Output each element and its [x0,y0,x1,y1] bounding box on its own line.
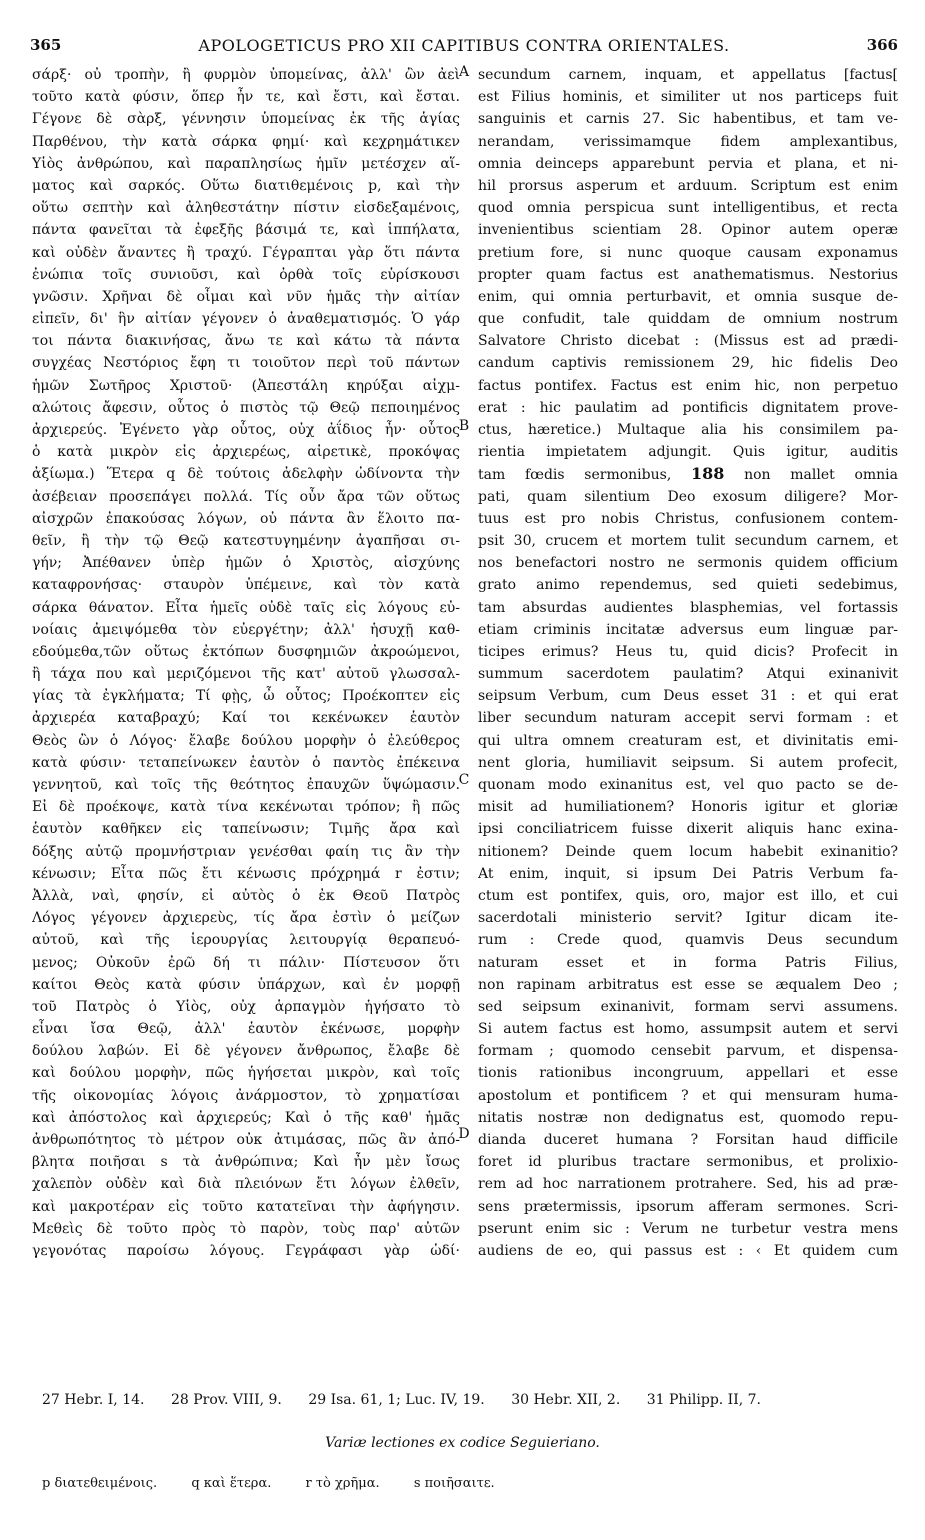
footnote: 31 Philipp. II, 7. [646,1392,761,1408]
greek-line: κατὰ φύσιν· τεταπείνωκεν ἑαυτὸν ὁ παντὸς ἐπέκεινα [32,754,460,771]
greek-line: Γέγονε δὲ σὰρξ, γέννησιν ὑπομείνας ἐκ τῆς ἁγίας [32,111,460,128]
greek-line: καίτοι Θεὸς κατὰ φύσιν ὑπάρχων, καὶ ἐν μορφῇ [32,976,460,993]
margin-marker-b: B [458,418,470,434]
greek-line: εδούμεθα,τῶν οὕτως ἐκτόπων δυσφημιῶν ἀκροώμενοι, [32,643,460,660]
latin-line: At enim, inquit, si ipsum Dei Patris Verbum fa- [478,865,898,882]
page-number-left: 365 [30,36,62,54]
latin-line: ctus, hæretice.) Multaque alia his consimilem pa- [478,422,898,438]
latin-line: hil prorsus asperum et arduum. Scriptum est enim [478,177,898,194]
variant-reading: s ποιῆσαιτε. [413,1476,495,1491]
latin-line: sacerdotali ministerio servit? Igitur dicam ite- [478,910,898,927]
greek-line: Μεθεὶς δὲ τοῦτο πρὸς τὸ παρὸν, τοὺς παρ' αὐτῶν [32,1220,460,1237]
greek-line: τοῦτο κατὰ φύσιν, ὅπερ ἦν τε, καὶ ἔστι, καὶ ἔσται. [32,89,460,106]
page-number-right: 366 [866,36,898,54]
latin-line: foret id pluribus tractare sermonibus, et prolixio- [478,1154,898,1171]
latin-line: tam fœdis sermonibus, 188 non mallet omnia [478,464,898,484]
greek-line: ἡμῶν Σωτῆρος Χριστοῦ· (Ἀπεστάλη κηρύξαι αἰχμ- [32,377,460,394]
latin-line: pati, quam silentium Deo exosum diligere? Mor- [478,488,898,505]
latin-line: nitatis nostræ non dedignatus est, quomodo repu- [478,1109,898,1126]
latin-line: rem ad hoc narrationem protrahere. Sed, his ad præ- [478,1176,898,1193]
greek-column [32,64,460,1262]
latin-line: etiam criminis incitatæ adversus eum linguæ par- [478,621,898,638]
greek-line: καὶ ἀπόστολος καὶ ἀρχιερεύς; Καὶ ὁ τῆς καθ' ἡμᾶς [32,1109,460,1126]
latin-line: ticipes erimus? Heus tu, quid dicis? Profecit in [478,643,898,660]
latin-line: liber secundum naturam accepit servi formam : et [478,710,898,727]
latin-line: audiens de eo, qui passus est : ‹ Et quidem cum [478,1242,898,1259]
greek-line: ἀνθρωπότητος τὸ μέτρον οὐκ ἀτιμάσας, πῶς ἂν ἀπό- [32,1132,460,1148]
page-header [30,36,898,60]
latin-line: psit 30, crucem et mortem tulit secundum carnem, et [478,532,898,549]
latin-line: pretium fore, si nunc quoque causam exponamus [478,244,898,261]
footnote: 30 Hebr. XII, 2. [511,1392,621,1408]
greek-line: ἢ τάχα που καὶ μεριζόμενοι τῆς κατ' αὐτοῦ γλωσσαλ- [32,666,460,683]
latin-line: candum captivis remissionem 29, hic fidelis Deo [478,355,898,372]
greek-line: ἀξίωμα.) Ἕτερα q δὲ τούτοις ἀδελφὴν ὠδίνοντα τὴν [32,466,460,483]
greek-line: εἰπεῖν, δι' ἣν αἰτίαν γέγονεν ὁ ἀναθεματισμός. Ὁ γάρ [32,311,460,328]
footnotes [42,1392,902,1408]
greek-line: αλώτοις ἄφεσιν, οὗτος ὁ πιστὸς τῷ Θεῷ πεποιημένος [32,399,460,416]
footnote: 27 Hebr. I, 14. [42,1392,145,1408]
greek-line: γεγονότας παροίσω λόγους. Γεγράφασι γὰρ ὡδί· [32,1242,460,1259]
greek-line: αἰσχρῶν ἐπακούσας λόγων, οὐ πάντα ἂν ἕλοιτο πα- [32,510,460,527]
greek-line: ἑαυτὸν καθῆκεν εἰς ταπείνωσιν; Τιμῆς ἄρα καὶ [32,821,460,838]
latin-line: sed seipsum exinanivit, formam servi assumens. [478,998,898,1015]
greek-line: κένωσιν; Εἶτα πῶς ἔτι κένωσις πρόχρημά r ἐστιν; [32,865,460,882]
greek-line: χαλεπὸν οὐδὲν καὶ διὰ πλειόνων ἔτι λόγων ἐλθεῖν, [32,1176,460,1193]
greek-line: σάρξ· οὐ τροπὴν, ἢ φυρμὸν ὑπομείνας, ἀλλ' ὢν ἀεὶ [32,67,460,83]
latin-line: naturam esset et in forma Patris Filius, [478,954,898,971]
latin-line: omnia deinceps apparebunt pervia et plana, et ni- [478,155,898,172]
latin-line: que confudit, tale quiddam de omnium nostrum [478,311,898,328]
margin-marker-d: D [458,1126,470,1142]
greek-line: συγχέας Νεστόριος ἔφη τι τοιοῦτον περὶ τοῦ πάντων [32,355,460,372]
greek-line: μενος; Οὐκοῦν ἐρῶ δή τι πάλιν· Πίστευσον ὅτι [32,954,460,971]
greek-line: Ἀλλὰ, ναὶ, φησίν, εἰ αὐτὸς ὁ ἐκ Θεοῦ Πατρὸς [32,887,460,904]
greek-line: Παρθένου, τὴν κατὰ σάρκα φημί· καὶ κεχρημάτικεν [32,133,460,150]
latin-line: erat : hic paulatim ad pontificis dignitatem prove- [478,399,898,416]
variant-reading: q καὶ ἕτερα. [191,1476,272,1491]
greek-line: βλητα ποιῆσαι s τὰ ἀνθρώπινα; Καὶ ἦν μὲν ἴσως [32,1154,460,1171]
latin-line: est Filius hominis, et similiter ut nos particeps fuit [478,89,898,106]
greek-line: αὐτοῦ, καὶ τῆς ἱερουργίας λειτουργίᾳ θεραπευό- [32,932,460,949]
latin-line: non rapinam arbitratus est esse se æqualem Deo ; [478,976,898,993]
greek-line: εἶναι ἴσα Θεῷ, ἀλλ' ἑαυτὸν ἐκένωσε, μορφὴν [32,1021,460,1038]
running-title: APOLOGETICUS PRO XII CAPITIBUS CONTRA ORIENTALES. [198,36,730,55]
greek-line: ὁ κατὰ μικρὸν εἰς ἀρχιερέως, αἱρετικὲ, προκόψας [32,444,460,461]
greek-line: οὕτω σεπτὴν καὶ ἀληθεστάτην πίστιν εἰσδεξαμένοις, [32,200,460,217]
margin-marker-a: A [458,64,470,80]
greek-line: Θεὸς ὢν ὁ Λόγος· ἔλαβε δούλου μορφὴν ὁ ἐλεύθερος [32,732,460,749]
greek-line: Εἰ δὲ προέκοψε, κατὰ τίνα κεκένωται τρόπον; ἢ πῶς [32,799,460,816]
latin-line: quod omnia perspicua sunt intelligentibus, et recta [478,200,898,217]
latin-line: enim, qui omnia perturbavit, et omnia susque de- [478,288,898,305]
latin-line: dianda duceret humana ? Forsitan haud difficile [478,1132,898,1148]
greek-line: θεῖν, ἢ τὴν τῷ Θεῷ κατεστυγημένην ἀγαπῆσαι σι- [32,532,460,549]
latin-line: nerandam, verissimamque fidem amplexantibus, [478,133,898,150]
latin-line: invenientibus scientiam 28. Opinor autem operæ [478,222,898,239]
latin-line: sens prætermissis, ipsorum afferam sermones. Scri- [478,1198,898,1215]
latin-column [478,64,898,1262]
latin-line: summum sacerdotem paulatim? Atqui exinanivit [478,666,898,683]
greek-line: καὶ δούλου μορφὴν, πῶς ἡγήσεται μικρὸν, καὶ τοῖς [32,1065,460,1082]
greek-line: ἐνώπια τοῖς συνιοῦσι, καὶ ὀρθὰ τοῖς εὑρίσκουσι [32,266,460,283]
latin-line: seipsum Verbum, cum Deus esset 31 : et qui erat [478,688,898,705]
latin-line: quonam modo exinanitus est, vel quo pacto se de- [478,777,898,793]
greek-line: καταφρονήσας· σταυρὸν ὑπέμεινε, καὶ τὸν κατὰ [32,577,460,594]
footnote: 29 Isa. 61, 1; Luc. IV, 19. [308,1392,485,1408]
greek-line: γνῶσιν. Χρῆναι δὲ οἶμαι καὶ νῦν ἡμᾶς τὴν αἰτίαν [32,288,460,305]
latin-line: pserunt enim sic : Verum ne turbetur vestra mens [478,1220,898,1237]
latin-line: nitionem? Deinde quem locum habebit exinanitio? [478,843,898,860]
greek-line: γίας τὰ ἐγκλήματα; Τί φῂς, ὦ οὗτος; Προέκοπτεν εἰς [32,688,460,705]
greek-line: πάντα φανεῖται τὰ ἐφεξῆς βάσιμά τε, καὶ ἱππήλατα, [32,222,460,239]
greek-line: νοίαις ἀμειψόμεθα τὸν εὐεργέτην; ἀλλ' ἡσυχῇ καθ- [32,621,460,638]
greek-line: καὶ μακροτέραν εἰς τοῦτο κατατεῖναι τὴν ἀφήγησιν. [32,1198,460,1215]
latin-line: rientia impietatem adjungit. Quis igitur, auditis [478,444,898,461]
variant-reading: r τὸ χρῆμα. [305,1476,380,1491]
variae-lectiones [42,1476,902,1491]
greek-line: ἀρχιερεύς. Ἐγένετο γὰρ οὗτος, οὐχ ἀΐδιος ἦν· οὗτος [32,422,460,438]
variae-lectiones-title: Variæ lectiones ex codice Seguieriano. [325,1435,600,1451]
latin-line: propter quam factus est anathematismus. Nestorius [478,266,898,283]
latin-line: rum : Crede quod, quamvis Deus secundum [478,932,898,949]
latin-line: secundum carnem, inquam, et appellatus [factus[ [478,67,898,83]
latin-line: formam ; quomodo censebit parvum, et dispensa- [478,1043,898,1060]
greek-line: δούλου λαβών. Εἰ δὲ γέγονεν ἄνθρωπος, ἔλαβε δὲ [32,1043,460,1060]
latin-line: qui ultra omnem creaturam est, et divinitatis emi- [478,732,898,749]
latin-line: tam absurdas audientes blasphemias, vel fortassis [478,599,898,616]
latin-line: apostolum et pontificem ? et qui mensuram huma- [478,1087,898,1104]
latin-line: grato animo rependemus, sed quieti sedebimus, [478,577,898,594]
margin-marker-c: C [458,772,470,788]
latin-line: nos benefactori nostro ne sermonis quidem officium [478,555,898,572]
greek-line: Υἱὸς ἀνθρώπου, καὶ παραπλησίως ἡμῖν μετέσχεν αἵ- [32,155,460,172]
latin-line: sanguinis et carnis 27. Sic habentibus, et tam ve- [478,111,898,128]
greek-line: σάρκα θάνατον. Εἶτα ἡμεῖς οὐδὲ ταῖς εἰς λόγους εὐ- [32,599,460,616]
greek-line: ματος καὶ σαρκός. Οὕτω διατιθεμένοις p, καὶ τὴν [32,177,460,194]
greek-line: τοῦ Πατρὸς ὁ Υἱὸς, οὐχ ἁρπαγμὸν ἡγήσατο τὸ [32,998,460,1015]
greek-line: καὶ οὐδὲν ἄναντες ἢ τραχύ. Γέγραπται γὰρ ὅτι πάντα [32,244,460,261]
latin-line: ipsi conciliatricem fuisse dixerit aliquis hanc exina- [478,821,898,838]
greek-line: ἀρχιερέα καταβραχύ; Καί τοι κεκένωκεν ἑαυτὸν [32,710,460,727]
greek-line: δόξης αὐτῷ προμνήστριαν γενέσθαι φαίη τις ἂν τὴν [32,843,460,860]
greek-line: Λόγος γέγονεν ἀρχιερεὺς, τίς ἄρα ἐστὶν ὁ μείζων [32,910,460,927]
greek-line: τῆς οἰκονομίας λόγοις ἀνάρμοστον, τὸ χρηματίσαι [32,1087,460,1104]
latin-line: ctum est pontifex, quis, oro, major est illo, et cui [478,887,898,904]
latin-line: tionis rationibus incongruum, appellari et esse [478,1065,898,1082]
greek-line: τοι πάντα διακινήσας, ἄνω τε καὶ κάτω τὰ πάντα [32,333,460,350]
column-number: 188 [690,464,725,484]
latin-line: misit ad humiliationem? Honoris igitur et gloriæ [478,799,898,816]
latin-line: tuus est pro nobis Christus, confusionem contem- [478,510,898,527]
footnote: 28 Prov. VIII, 9. [170,1392,282,1408]
latin-line: factus pontifex. Factus est enim hic, non perpetuo [478,377,898,394]
greek-line: γήν; Ἀπέθανεν ὑπὲρ ἡμῶν ὁ Χριστὸς, αἰσχύνης [32,555,460,572]
greek-line: ἀσέβειαν προσεπάγει πολλά. Τίς οὖν ἄρα τῶν οὕτως [32,488,460,505]
greek-line: γεννητοῦ, καὶ τοῖς τῆς θεότητος ἐπαυχῶν ὕψώμασιν. [32,777,460,793]
latin-line: Salvatore Christo dicebat : (Missus est ad prædi- [478,333,898,350]
variant-reading: p διατεθειμένοις. [42,1476,158,1491]
latin-line: Si autem factus est homo, assumpsit autem et servi [478,1021,898,1038]
latin-line: nent gloria, humiliavit seipsum. Si autem profecit, [478,754,898,771]
